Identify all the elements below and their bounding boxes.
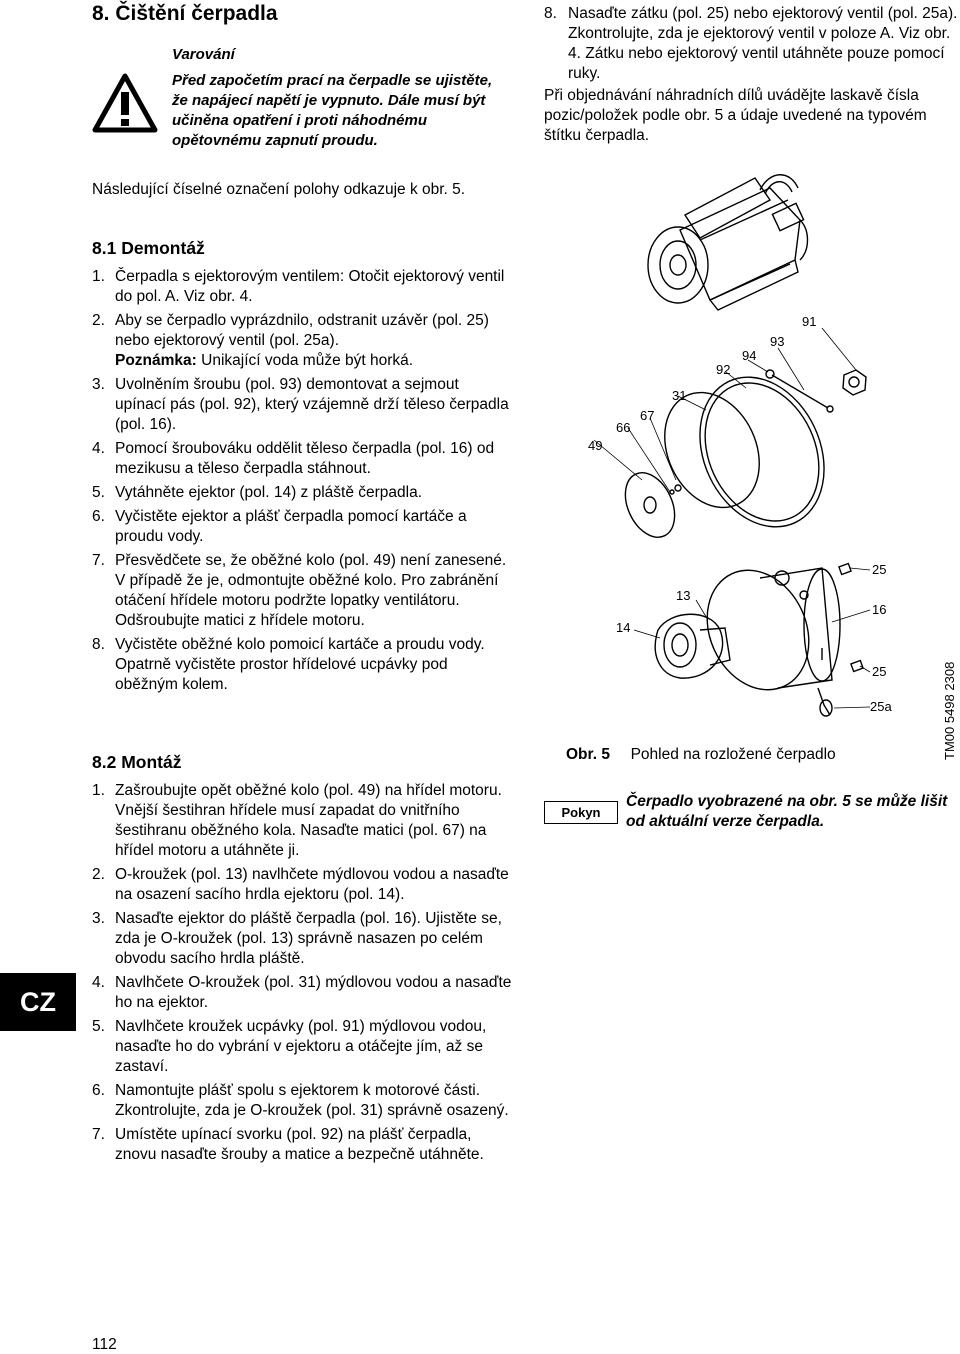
- list-item: 2. Aby se čerpadlo vyprázdnilo, odstranit uzávěr (pol. 25) nebo ejektorový ventil (pol. 25a). Poznámka: Unikající voda může být horká.: [92, 312, 489, 369]
- list-item: 2. O-kroužek (pol. 13) navlhčete mýdlovou vodou a nasaďte na osazení sacího hrdla ejektoru (pol. 14).: [92, 866, 509, 903]
- demontaz-section: [92, 238, 512, 699]
- section-title: 8. Čištění čerpadla: [92, 2, 278, 25]
- list-item: 7. Umístěte upínací svorku (pol. 92) na plášť čerpadla, znovu nasaďte šrouby a matice a bezpečně utáhněte.: [92, 1126, 484, 1163]
- list-item: 4. Pomocí šroubováku oddělit těleso čerpadla (pol. 16) od mezikusu a těleso čerpadla stáhnout.: [92, 440, 495, 477]
- order-note: Při objednávání náhradních dílů uvádějte laskavě čísla pozic/položek podle obr. 5 a údaje uvedené na typovém štítku čerpadla.: [544, 87, 927, 144]
- list-item: 6. Vyčistěte ejektor a plášť čerpadla pomocí kartáče a proudu vody.: [92, 508, 467, 545]
- label-67: 67: [640, 408, 655, 423]
- montaz-step-8: [544, 4, 960, 84]
- label-66: 66: [616, 420, 631, 435]
- label-93: 93: [770, 334, 785, 349]
- label-25: 25: [872, 562, 887, 577]
- demontaz-heading: 8.1 Demontáž: [92, 238, 205, 258]
- pokyn-label: Pokyn: [544, 801, 618, 824]
- warning-text: Před započetím prací na čerpadle se ujistěte, že napájecí napětí je vypnuto. Dále musí být učiněna opatření i proti náhodnému opětovnému zapnutí proudu.: [172, 72, 493, 149]
- intro-text: Následující číselné označení polohy odkazuje k obr. 5.: [92, 181, 466, 198]
- list-item: 3. Nasaďte ejektor do pláště čerpadla (pol. 16). Ujistěte se, zda je O-kroužek (pol. 13) správně nasazen po celém obvodu sacího hrdla pláště.: [92, 910, 502, 967]
- list-item: 8. Nasaďte zátku (pol. 25) nebo ejektorový ventil (pol. 25a). Zkontrolujte, zda je ejektorový ventil v poloze A. Viz obr. 4. Zátku nebo ejektorový ventil utáhněte pouze pomocí ruky.: [544, 5, 958, 82]
- label-31: 31: [672, 388, 687, 403]
- caption-label: Obr. 5: [566, 746, 610, 763]
- list-item: 8. Vyčistěte oběžné kolo pomoicí kartáče a proudu vody. Opatrně vyčistěte prostor hřídelové ucpávky pod oběžným kolem.: [92, 636, 485, 693]
- page-number: 112: [92, 1336, 117, 1353]
- list-item: 1. Zašroubujte opět oběžné kolo (pol. 49) na hřídel motoru. Vnější šestihran hřídele musí zapadat do vnitřního šestihranu oběžného kola. Nasaďte matici (pol. 67) na hřídel motoru a utáhněte ji.: [92, 782, 502, 859]
- right-column: [544, 4, 960, 146]
- label-91: 91: [802, 314, 817, 329]
- demontaz-steps: [92, 267, 512, 695]
- svg-text:TM00 5498 2308: TM00 5498 2308: [942, 661, 957, 760]
- warning-triangle-icon: [92, 73, 158, 133]
- list-item: 5. Vytáhněte ejektor (pol. 14) z pláště čerpadla.: [92, 484, 423, 501]
- list-item: 6. Namontujte plášť spolu s ejektorem k motorové části. Zkontrolujte, zda je O-kroužek (pol. 31) správně osazený.: [92, 1082, 509, 1119]
- montaz-steps: [92, 781, 512, 1165]
- label-92: 92: [716, 362, 731, 377]
- label-13: 13: [676, 588, 691, 603]
- warning-title: Varování: [172, 46, 235, 63]
- figure-caption: [566, 746, 836, 764]
- label-16: 16: [872, 602, 887, 617]
- note-label: Poznámka:: [115, 352, 197, 369]
- label-14: 14: [616, 620, 631, 635]
- label-25a: 25a: [870, 699, 892, 714]
- figure-code: [938, 612, 960, 762]
- list-item: 7. Přesvědčete se, že oběžné kolo (pol. 49) není zanesené. V případě že je, odmontujte oběžné kolo. Pro zabránění otáčení hřídele motoru podržte lopatky ventilátoru. Odšroubujte matici z hřídele motoru.: [92, 552, 507, 629]
- label-49: 49: [588, 438, 603, 453]
- exploded-pump-drawing: [560, 160, 960, 740]
- pokyn-text: Čerpadlo vyobrazené na obr. 5 se může lišit od aktuální verze čerpadla.: [626, 793, 948, 830]
- language-tab: CZ: [0, 973, 76, 1031]
- list-item: 3. Uvolněním šroubu (pol. 93) demontovat a sejmout upínací pás (pol. 92), který vzájemně drží těleso čerpadla (pol. 16).: [92, 376, 509, 433]
- list-item: 5. Navlhčete kroužek ucpávky (pol. 91) mýdlovou vodou, nasaďte ho do vybrání v ejektoru a otáčejte jím, až se zastaví.: [92, 1018, 487, 1075]
- caption-text: Pohled na rozložené čerpadlo: [630, 746, 836, 763]
- montaz-heading: 8.2 Montáž: [92, 752, 182, 772]
- list-item: 4. Navlhčete O-kroužek (pol. 31) mýdlovou vodou a nasaďte ho na ejektor.: [92, 974, 512, 1011]
- label-25-second: 25: [872, 664, 887, 679]
- montaz-section: [92, 752, 512, 1169]
- list-item: 1. Čerpadla s ejektorovým ventilem: Otočit ejektorový ventil do pol. A. Viz obr. 4.: [92, 268, 505, 305]
- label-94: 94: [742, 348, 757, 363]
